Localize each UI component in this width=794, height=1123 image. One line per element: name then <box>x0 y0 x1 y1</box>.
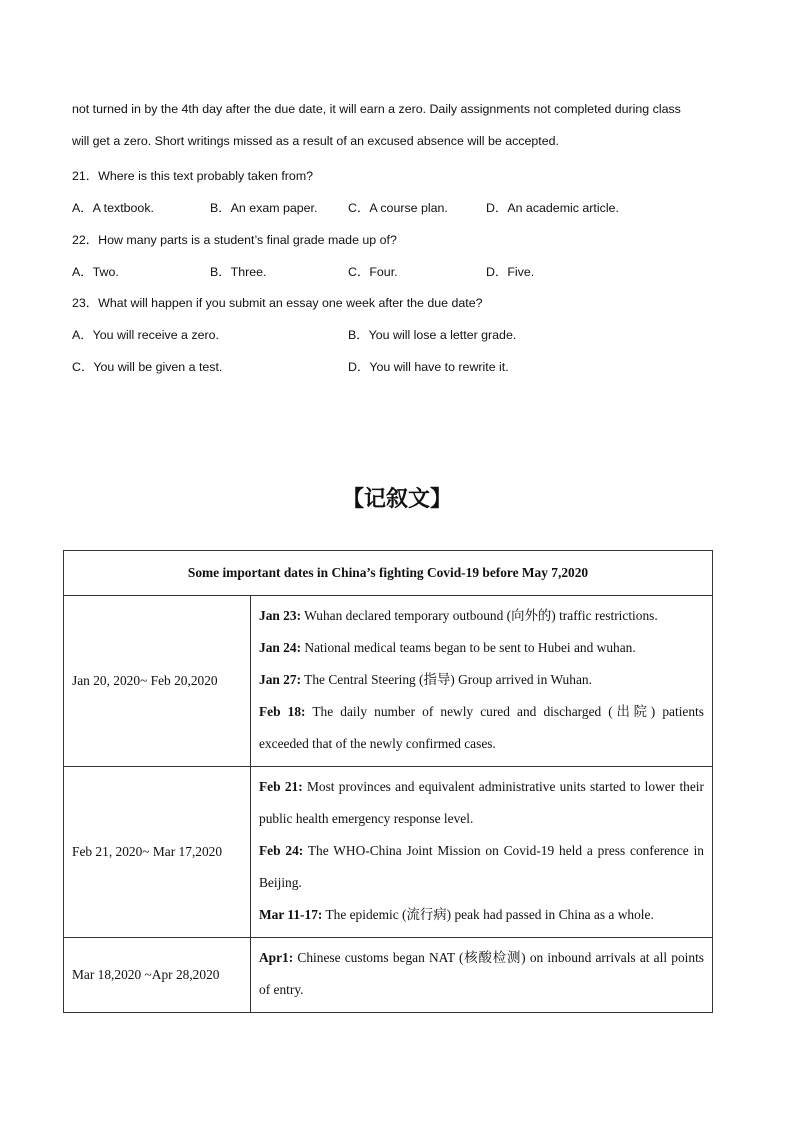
event-text: Chinese customs began NAT (核酸检测) on inbound arrivals at all points of entry. <box>259 950 704 997</box>
event-text: National medical teams began to be sent to Hubei and wuhan. <box>301 640 636 655</box>
question-21-option-b: B．An exam paper. <box>210 201 318 215</box>
question-22-option-d: D．Five. <box>486 265 535 279</box>
event-date: Feb 24: <box>259 843 304 858</box>
question-23-option-b: B．You will lose a letter grade. <box>348 328 517 342</box>
event-item <box>259 664 704 696</box>
table-row <box>64 596 713 767</box>
question-22-option-a: A．Two. <box>72 265 119 279</box>
event-item <box>259 899 704 931</box>
event-item <box>259 696 704 760</box>
date-range: Feb 21, 2020~ Mar 17,2020 <box>64 767 251 938</box>
event-text: Most provinces and equivalent administrative units started to lower their public health emergency response level. <box>259 779 704 826</box>
event-list <box>251 938 713 1013</box>
event-text: The WHO-China Joint Mission on Covid-19 held a press conference in Beijing. <box>259 843 704 890</box>
event-date: Jan 27: <box>259 672 302 687</box>
event-text: Wuhan declared temporary outbound (向外的) traffic restrictions. <box>301 608 658 623</box>
passage-line-1: not turned in by the 4th day after the due date, it will earn a zero. Daily assignments not completed during class <box>72 102 681 116</box>
date-range: Mar 18,2020 ~Apr 28,2020 <box>64 938 251 1013</box>
question-23-stem: 23．What will happen if you submit an essay one week after the due date? <box>72 296 483 310</box>
event-date: Feb 18: <box>259 704 306 719</box>
event-date: Jan 24: <box>259 640 302 655</box>
event-item <box>259 835 704 899</box>
question-21-stem: 21．Where is this text probably taken from? <box>72 169 314 183</box>
event-item <box>259 632 704 664</box>
event-item <box>259 600 704 632</box>
event-date: Feb 21: <box>259 779 303 794</box>
passage-line-2: will get a zero. Short writings missed as a result of an excused absence will be accepted. <box>72 134 559 148</box>
section-heading: 【记叙文】 <box>341 487 452 512</box>
question-22-stem: 22．How many parts is a student’s final grade made up of? <box>72 233 397 247</box>
table-row <box>64 767 713 938</box>
event-text: The Central Steering (指导) Group arrived in Wuhan. <box>301 672 592 687</box>
event-text: The daily number of newly cured and discharged (出院) patients exceeded that of the newly confirmed cases. <box>259 704 704 751</box>
event-text: The epidemic (流行病) peak had passed in China as a whole. <box>322 907 654 922</box>
date-range: Jan 20, 2020~ Feb 20,2020 <box>64 596 251 767</box>
question-22-option-c: C．Four. <box>348 265 398 279</box>
question-23-option-c: C．You will be given a test. <box>72 360 223 374</box>
table-row <box>64 938 713 1013</box>
question-23-option-a: A．You will receive a zero. <box>72 328 219 342</box>
question-21-option-d: D．An academic article. <box>486 201 619 215</box>
event-date: Apr1: <box>259 950 294 965</box>
event-item <box>259 771 704 835</box>
event-list <box>251 596 713 767</box>
question-23-option-d: D．You will have to rewrite it. <box>348 360 509 374</box>
event-list <box>251 767 713 938</box>
table-title-row <box>64 551 713 596</box>
event-date: Jan 23: <box>259 608 302 623</box>
table-title: Some important dates in China’s fighting Covid-19 before May 7,2020 <box>64 551 713 596</box>
question-21-option-c: C．A course plan. <box>348 201 448 215</box>
covid-timeline-table <box>63 550 713 1013</box>
event-item <box>259 942 704 1006</box>
question-21-option-a: A．A textbook. <box>72 201 154 215</box>
event-date: Mar 11-17: <box>259 907 323 922</box>
question-22-option-b: B．Three. <box>210 265 267 279</box>
